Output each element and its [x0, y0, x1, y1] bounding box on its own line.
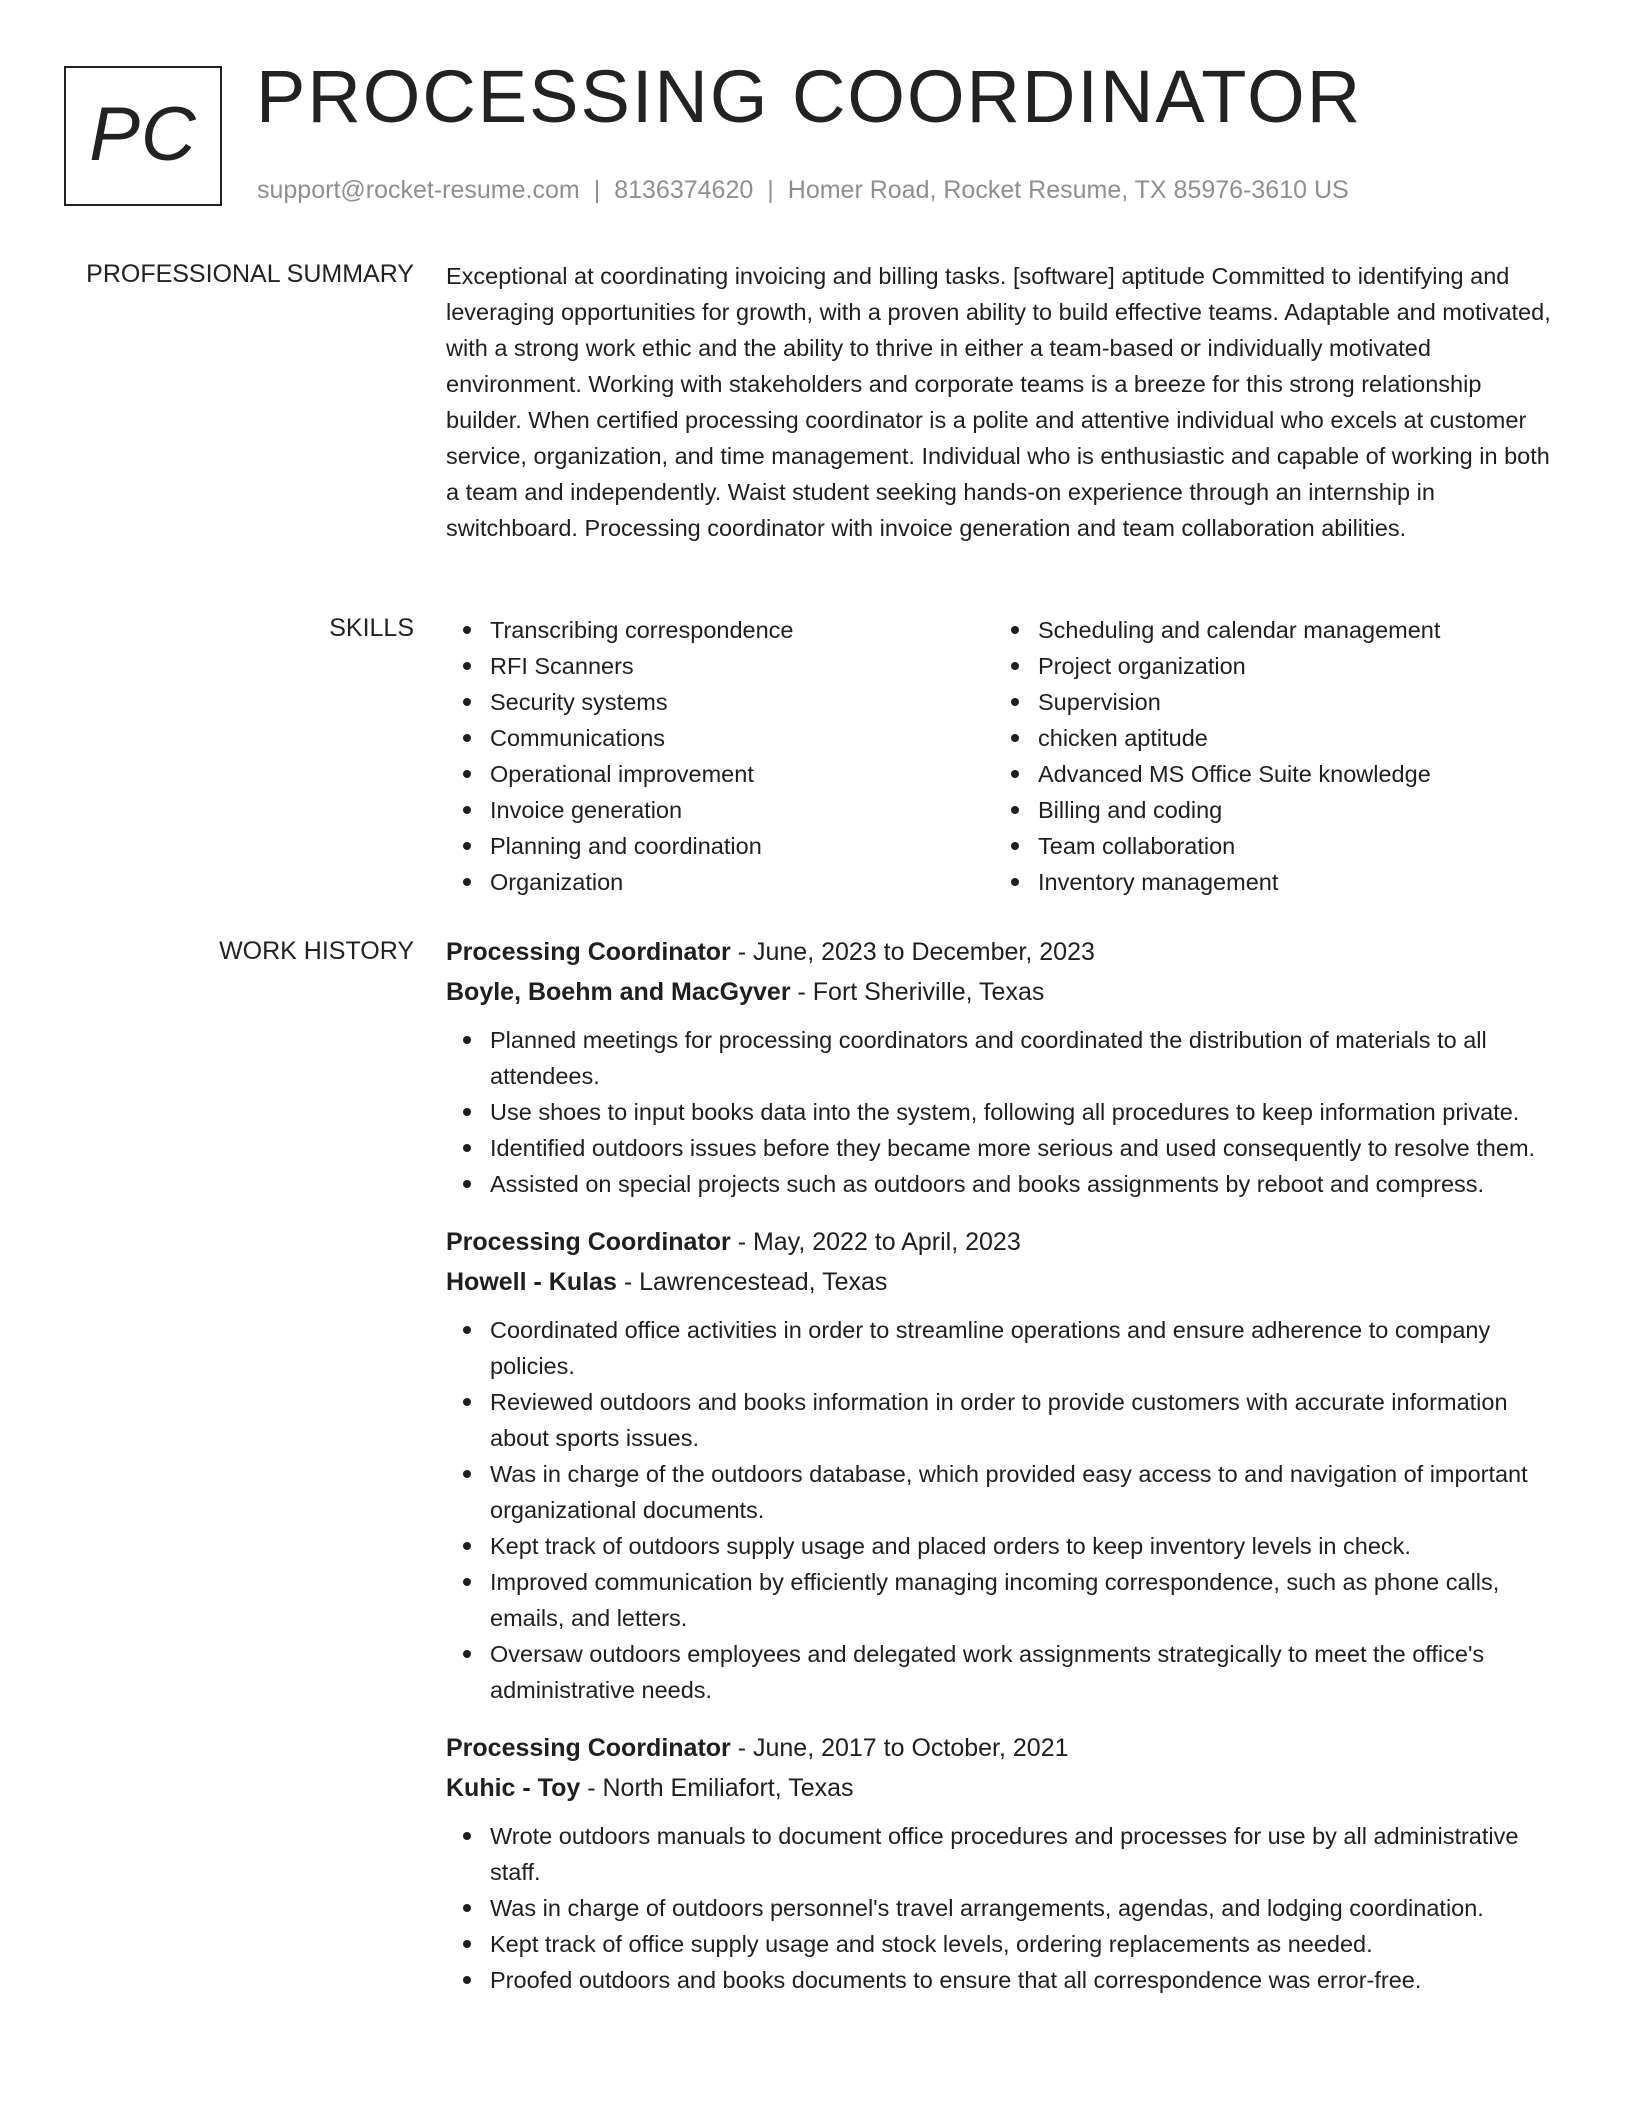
job-title-line	[446, 932, 1562, 972]
job-bullets	[446, 1022, 1562, 1202]
job-bullet: Improved communication by efficiently managing incoming correspondence, such as phone calls, emails, and letters.	[446, 1564, 1562, 1636]
skill-item: Team collaboration	[994, 828, 1554, 864]
job-title-line	[446, 1222, 1562, 1262]
skill-item: chicken aptitude	[994, 720, 1554, 756]
job-bullet: Reviewed outdoors and books information in order to provide customers with accurate information about sports issues.	[446, 1384, 1562, 1456]
job-title: Processing Coordinator	[446, 1228, 731, 1256]
skill-item: RFI Scanners	[446, 648, 994, 684]
work-history-section	[446, 932, 1562, 2018]
contact-separator: |	[593, 176, 601, 204]
contact-separator: |	[767, 176, 774, 204]
job-company: Howell - Kulas	[446, 1268, 617, 1296]
skill-item: Security systems	[446, 684, 994, 720]
job-dates: - June, 2017 to October, 2021	[730, 1734, 1069, 1762]
skills-column-left	[446, 612, 994, 900]
contact-address: Homer Road, Rocket Resume, TX 85976-3610 US	[787, 176, 1349, 204]
contact-email: support@rocket-resume.com	[257, 176, 580, 204]
job-bullet: Kept track of office supply usage and stock levels, ordering replacements as needed.	[446, 1926, 1562, 1962]
job-bullet: Use shoes to input books data into the system, following all procedures to keep information private.	[446, 1094, 1562, 1130]
job-bullet: Assisted on special projects such as outdoors and books assignments by reboot and compress.	[446, 1166, 1562, 1202]
section-label-summary: PROFESSIONAL SUMMARY	[86, 260, 414, 288]
contact-line	[257, 175, 1349, 205]
job-location: - Fort Sheriville, Texas	[790, 978, 1045, 1006]
job-company-line	[446, 1768, 1562, 1808]
skill-item: Operational improvement	[446, 756, 994, 792]
skill-item: Organization	[446, 864, 994, 900]
job-location: - Lawrencestead, Texas	[616, 1268, 888, 1296]
skill-item: Billing and coding	[994, 792, 1554, 828]
monogram-initials: PC	[89, 91, 197, 177]
job-dates: - May, 2022 to April, 2023	[730, 1228, 1021, 1256]
job-title-line	[446, 1728, 1562, 1768]
job-bullet: Kept track of outdoors supply usage and placed orders to keep inventory levels in check.	[446, 1528, 1562, 1564]
job-company-line	[446, 1262, 1562, 1302]
job-company: Boyle, Boehm and MacGyver	[446, 978, 791, 1006]
job-bullet: Proofed outdoors and books documents to ensure that all correspondence was error-free.	[446, 1962, 1562, 1998]
job-bullet: Was in charge of outdoors personnel's travel arrangements, agendas, and lodging coordination.	[446, 1890, 1562, 1926]
job-company-line	[446, 972, 1562, 1012]
job-location: - North Emiliafort, Texas	[580, 1774, 854, 1802]
skill-item: Advanced MS Office Suite knowledge	[994, 756, 1554, 792]
job-bullet: Coordinated office activities in order to streamline operations and ensure adherence to company policies.	[446, 1312, 1562, 1384]
skill-item: Scheduling and calendar management	[994, 612, 1554, 648]
job-bullet: Oversaw outdoors employees and delegated work assignments strategically to meet the office's administrative needs.	[446, 1636, 1562, 1708]
job-bullet: Was in charge of the outdoors database, which provided easy access to and navigation of important organizational documents.	[446, 1456, 1562, 1528]
skill-item: Invoice generation	[446, 792, 994, 828]
job-title: Processing Coordinator	[446, 1734, 731, 1762]
job-entry	[446, 1728, 1562, 1998]
job-title: Processing Coordinator	[446, 938, 731, 966]
job-entry	[446, 1222, 1562, 1708]
job-bullets	[446, 1818, 1562, 1998]
job-company: Kuhic - Toy	[446, 1774, 581, 1802]
summary-text: Exceptional at coordinating invoicing and billing tasks. [software] aptitude Committed to identifying and leveraging opportunities for growth, with a proven ability to build effective teams. Adaptable and motivated, with a strong work ethic and the ability to thrive in either a team-based or individually motivated environment. Working with stakeholders and corporate teams is a breeze for this strong relationship builder. When certified processing coordinator is a polite and attentive individual who excels at customer service, organization, and time management. Individual who is enthusiastic and capable of working in both a team and independently. Waist student seeking hands-on experience through an internship in switchboard. Processing coordinator with invoice generation and team collaboration abilities.	[446, 263, 1551, 541]
job-bullet: Planned meetings for processing coordinators and coordinated the distribution of materials to all attendees.	[446, 1022, 1562, 1094]
job-bullet: Identified outdoors issues before they became more serious and used consequently to resolve them.	[446, 1130, 1562, 1166]
skill-item: Communications	[446, 720, 994, 756]
resume-name: PROCESSING COORDINATOR	[256, 55, 1363, 138]
job-bullets	[446, 1312, 1562, 1708]
summary-section	[446, 258, 1562, 546]
job-entry	[446, 932, 1562, 1202]
skill-item: Project organization	[994, 648, 1554, 684]
section-label-skills: SKILLS	[329, 614, 414, 642]
job-dates: - June, 2023 to December, 2023	[730, 938, 1095, 966]
section-label-work: WORK HISTORY	[219, 937, 414, 965]
skills-column-right	[994, 612, 1554, 900]
contact-phone: 8136374620	[614, 176, 754, 204]
job-bullet: Wrote outdoors manuals to document office procedures and processes for use by all administrative staff.	[446, 1818, 1562, 1890]
monogram-box	[64, 66, 222, 206]
skill-item: Transcribing correspondence	[446, 612, 994, 648]
skill-item: Planning and coordination	[446, 828, 994, 864]
skill-item: Supervision	[994, 684, 1554, 720]
skills-section	[446, 612, 1562, 900]
skill-item: Inventory management	[994, 864, 1554, 900]
